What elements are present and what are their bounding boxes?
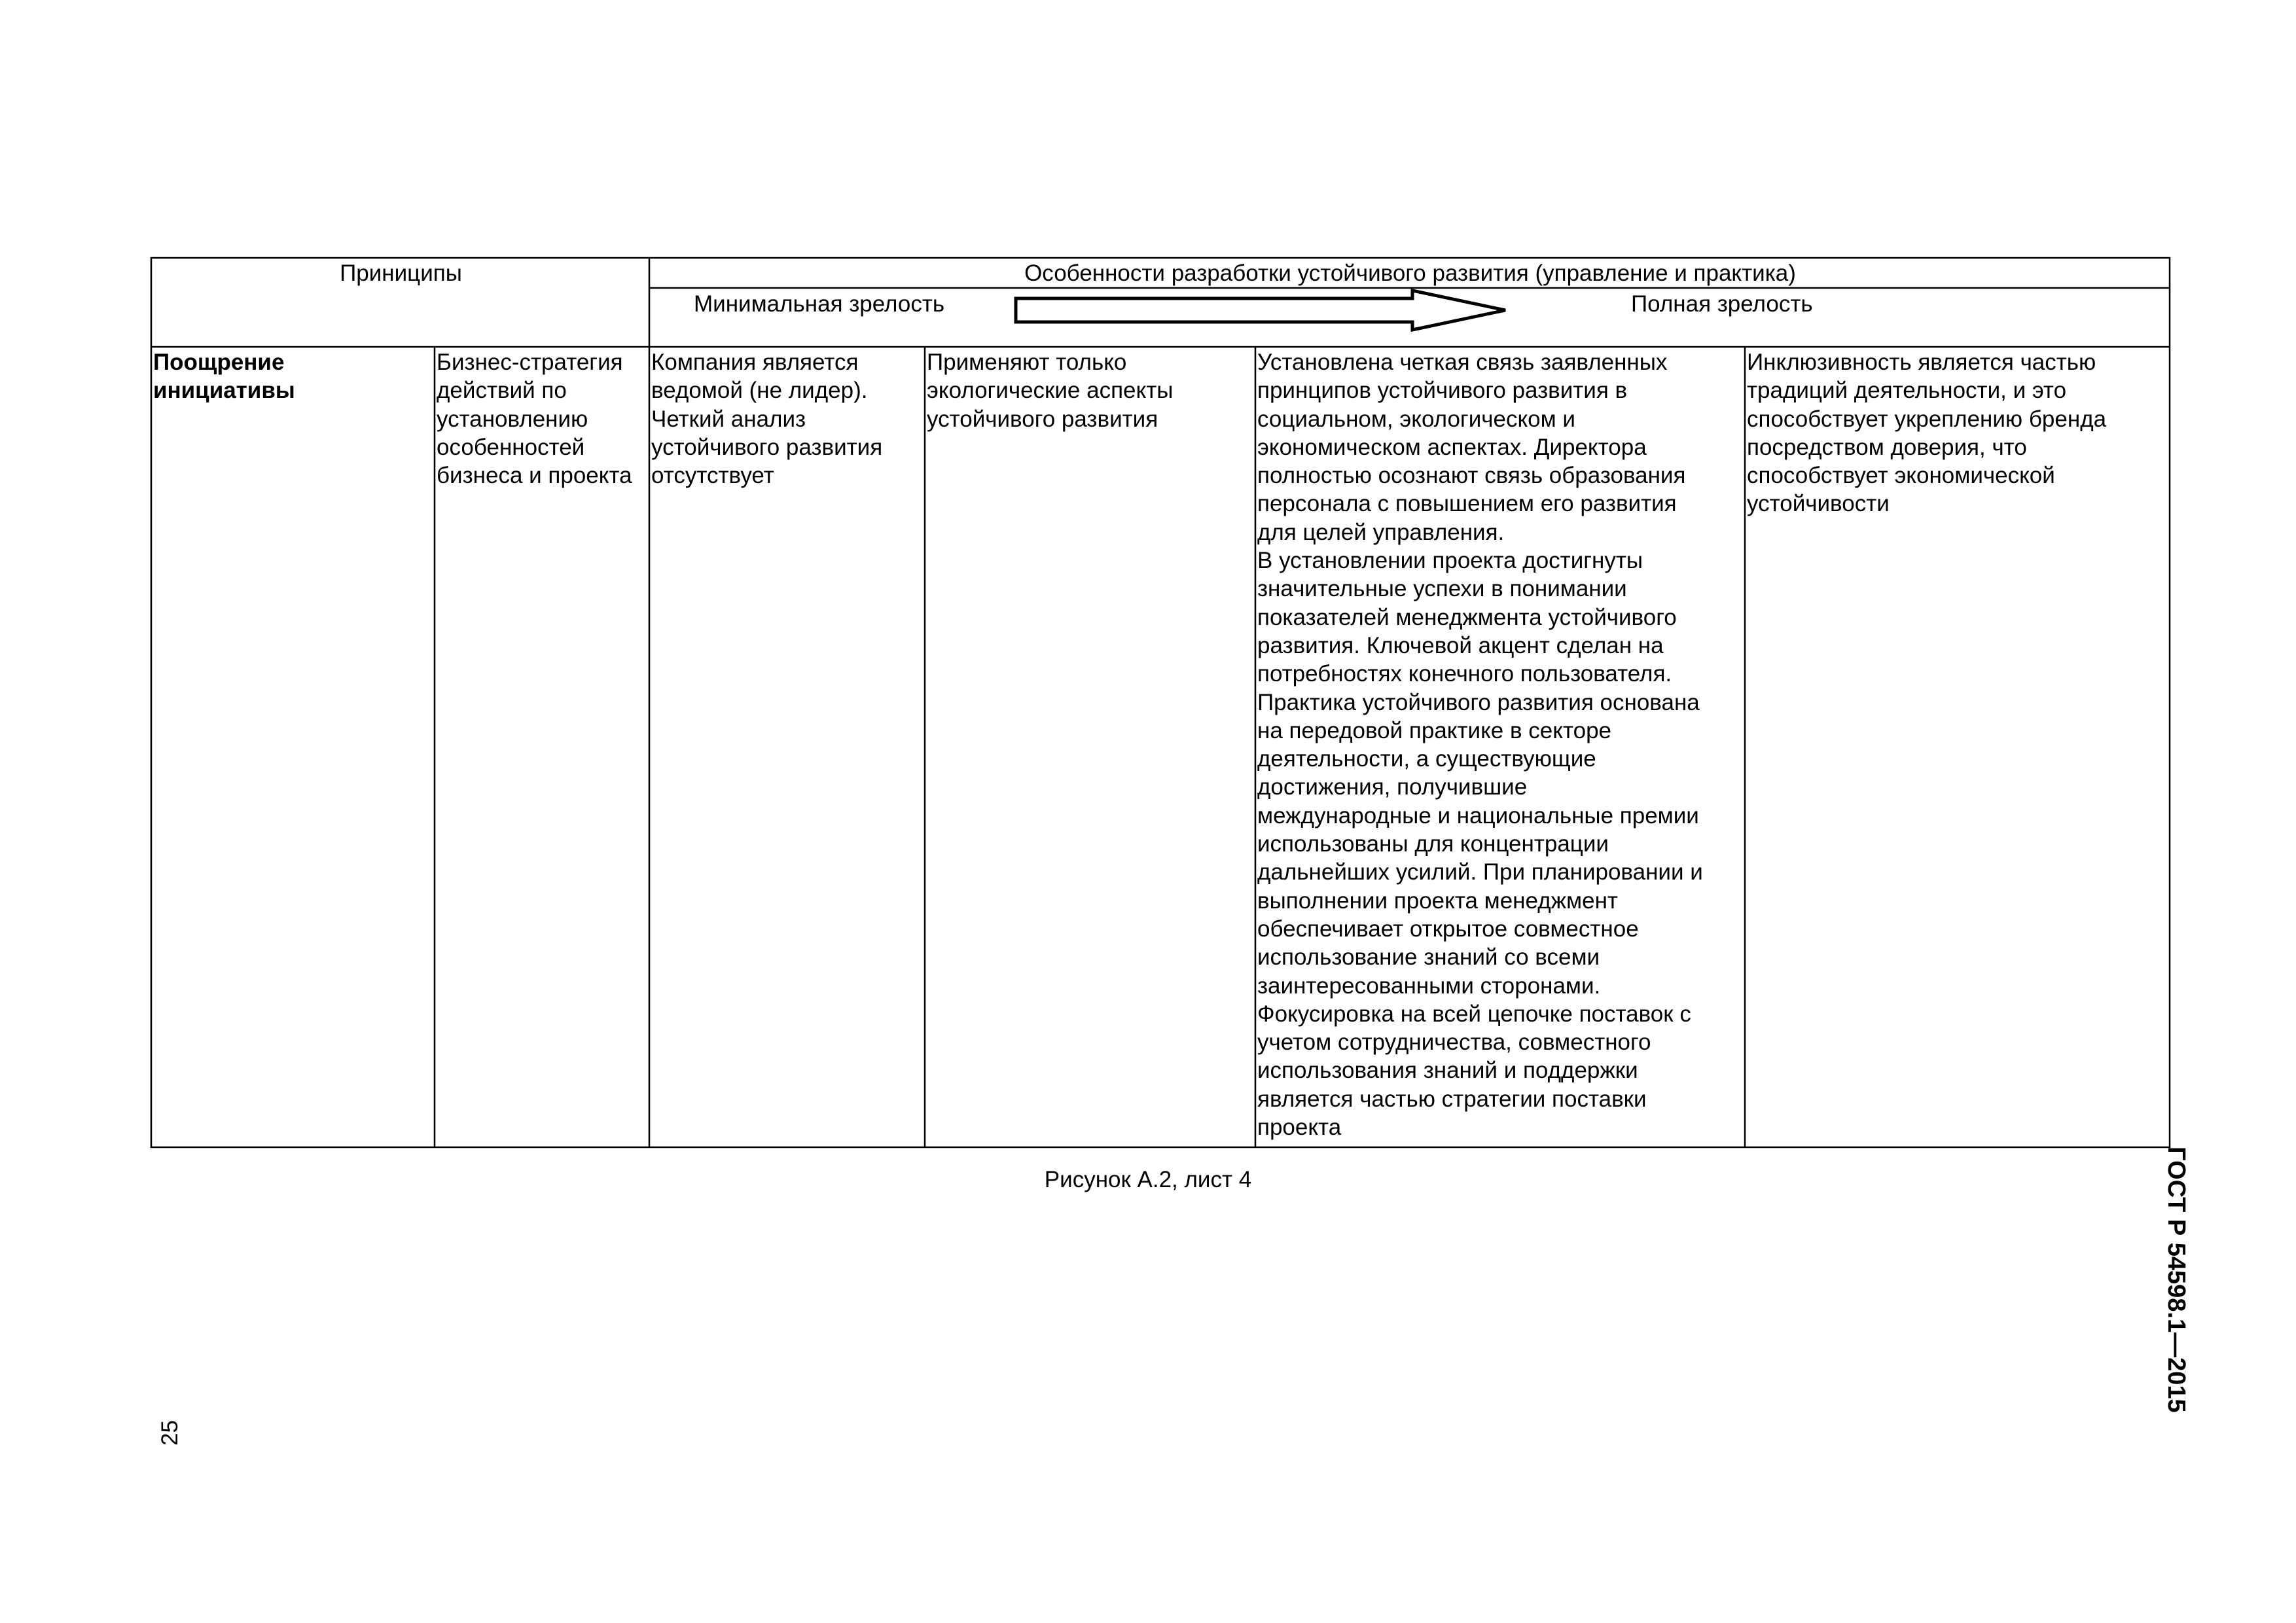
maturity-level-3-cell: Установлена четкая связь заявленных принципов устойчивого развития в социальном, экологическом и экономическом аспектах. Директора полностью осознают связь образования персонала с повышением его развития для целей управления. В установлении проекта достигнуты значительные успехи в понимании показателей менеджмента устойчивого развития. Ключевой акцент сделан на потребностях конечного пользователя. Практика устойчивого развития основана на передовой практике в секторе деятельности, а существующие достижения, получившие международные и национальные премии использованы для концентрации дальнейших усилий. При планировании и выполнении проекта менеджмент обеспечивает открытое совместное использование знаний со всеми заинтересованными сторонами. Фокусировка на всей цепочке поставок с учетом сотрудничества, совместного использования знаний и поддержки является частью стратегии поставки проекта	[1257, 349, 1703, 1141]
header-minimal-maturity: Минимальная зрелость	[694, 291, 945, 317]
maturity-level-2-cell: Применяют только экологические аспекты устойчивого развития	[927, 349, 1174, 432]
figure-caption: Рисунок А.2, лист 4	[1044, 1167, 1252, 1192]
principle-cell: Поощрение инициативы	[153, 349, 295, 404]
page-number: 25	[157, 1420, 183, 1446]
strategy-cell: Бизнес-стратегия действий по установлению особенностей бизнеса и проекта	[437, 349, 632, 489]
header-principles: Приниципы	[340, 260, 462, 286]
header-full-maturity: Полная зрелость	[1631, 291, 1813, 317]
standard-id: ГОСТ Р 54598.1—2015	[2162, 1147, 2190, 1413]
maturity-level-1-cell: Компания является ведомой (не лидер). Четкий анализ устойчивого развития отсутствует	[651, 349, 883, 489]
maturity-level-4-cell: Инклюзивность является частью традиций деятельности, и это способствует укреплению бренда посредством доверия, что способствует экономической устойчивости	[1747, 349, 2107, 517]
maturity-arrow-icon	[1016, 291, 1505, 330]
header-features: Особенности разработки устойчивого развития (управление и практика)	[1024, 260, 1796, 286]
